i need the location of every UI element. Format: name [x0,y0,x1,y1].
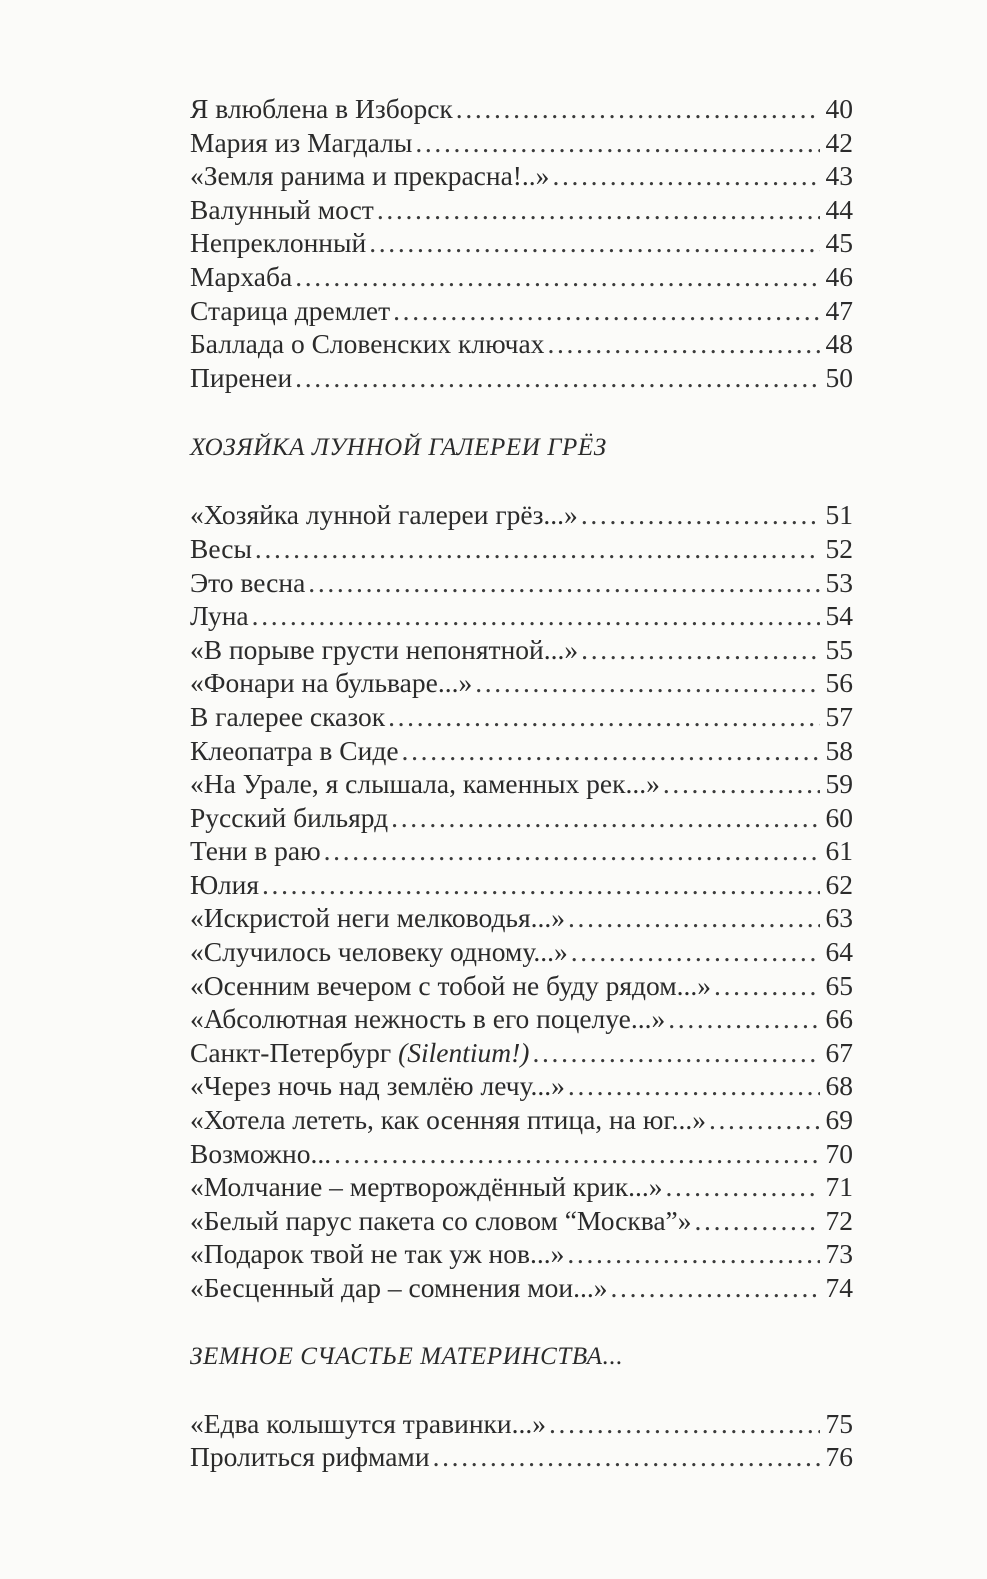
toc-entry-page-number: 56 [825,667,853,699]
toc-entry [190,1002,853,1036]
toc-entry [190,1407,853,1441]
dot-leader [695,1204,821,1238]
toc-entry-page-number: 71 [825,1171,853,1203]
dot-leader [549,1407,820,1441]
toc-entry [190,260,853,294]
toc-entry-title: Санкт-Петербург (Silentium!) [190,1036,530,1068]
toc-entry-title: Пролиться рифмами [190,1441,430,1473]
dot-leader [668,1002,820,1036]
toc-entry [190,1137,853,1171]
toc-entry-page-number: 53 [825,566,853,598]
toc-entry-page-number: 69 [825,1104,853,1136]
toc-entry-title: Я влюблена в Изборск [190,93,453,124]
toc-entry-page-number: 73 [825,1238,853,1270]
toc-entry-page-number: 55 [825,633,853,665]
toc-entry-title: «Молчание – мертворождённый крик...» [190,1171,663,1203]
dot-leader [388,700,820,734]
dot-leader [255,532,820,566]
dot-leader [568,901,820,935]
toc-entry-page-number: 76 [825,1441,853,1473]
toc-group-1 [190,92,853,394]
toc-entry-title: В галерее сказок [190,700,386,732]
dot-leader [433,1440,820,1474]
dot-leader [581,633,820,667]
toc-entry-page-number: 67 [825,1036,853,1068]
dot-leader [295,361,820,395]
toc-entry-title: Пиренеи [190,361,293,393]
toc-entry [190,700,853,734]
toc-entry-page-number: 47 [825,294,853,326]
toc-entry [190,935,853,969]
toc-entry [190,1069,853,1103]
toc-entry-page-number: 52 [825,532,853,564]
toc-entry-page-number: 54 [825,600,853,632]
dot-leader [571,935,820,969]
toc-entry [190,1036,853,1070]
toc-entry-page-number: 43 [825,160,853,192]
toc-entry-title: «Абсолютная нежность в его поцелуе...» [190,1003,666,1035]
toc-entry-title: Валунный мост [190,193,374,225]
dot-leader [252,599,820,633]
dot-leader [393,294,820,328]
toc-entry-title: «Подарок твой не так уж нов...» [190,1238,565,1270]
toc-entry-page-number: 50 [825,361,853,393]
toc-entry [190,734,853,768]
toc-entry [190,1440,853,1474]
toc-entry-page-number: 58 [825,734,853,766]
toc-entry-title: «Хозяйка лунной галереи грёз...» [190,499,578,531]
toc-entry-page-number: 48 [825,328,853,360]
dot-leader [547,327,820,361]
toc-entry-title: «В порыве грусти непонятной...» [190,633,579,665]
toc-entry-page-number: 72 [825,1204,853,1236]
dot-leader [262,868,820,902]
dot-leader [552,159,820,193]
toc-entry-title: «Случилось человеку одному...» [190,936,568,968]
dot-leader [714,969,820,1003]
toc-entry-title: Мария из Магдалы [190,126,413,158]
dot-leader [475,666,820,700]
toc-entry-title: «На Урале, я слышала, каменных рек...» [190,768,660,800]
dot-leader [456,92,820,126]
toc-entry-page-number: 74 [825,1272,853,1303]
toc-entry-title: Луна [190,600,249,632]
dot-leader [402,734,820,768]
toc-entry [190,126,853,160]
toc-entry-title: «Едва колышутся травинки...» [190,1407,546,1439]
toc-entry-page-number: 61 [825,835,853,867]
toc-entry-page-number: 60 [825,801,853,833]
section-heading: ЗЕМНОЕ СЧАСТЬЕ МАТЕРИНСТВА... [190,1342,624,1370]
toc-entry-page-number: 51 [825,499,853,531]
toc-entry-page-number: 63 [825,902,853,934]
toc-entry-title: Баллада о Словенских ключах [190,328,545,360]
toc-entry-title: «Фонари на бульваре...» [190,667,473,699]
toc-entry [190,1170,853,1204]
toc-entry-title: «Бесценный дар – сомнения мои...» [190,1272,608,1303]
dot-leader [532,1036,820,1070]
toc-entry-page-number: 65 [825,969,853,1001]
toc-entry-title: Старица дремлет [190,294,391,326]
toc-entry-page-number: 57 [825,700,853,732]
toc-entry [190,294,853,328]
toc-entry-page-number: 75 [825,1407,853,1439]
toc-entry [190,801,853,835]
toc-entry [190,361,853,395]
dot-leader [324,834,820,868]
toc-entry-title: Это весна [190,566,306,598]
toc-entry [190,159,853,193]
toc-entry-title: «Осенним вечером с тобой не буду рядом...» [190,969,712,1001]
toc-entry [190,969,853,1003]
table-of-contents [190,92,853,1474]
toc-entry-title: Возможно... [190,1137,332,1169]
toc-entry [190,1237,853,1271]
toc-section-2-list [190,1407,853,1474]
toc-entry-title: «Хотела лететь, как осенняя птица, на юг...» [190,1104,706,1136]
toc-entry-title: Мархаба [190,260,293,292]
toc-entry-page-number: 70 [825,1137,853,1169]
toc-entry [190,868,853,902]
toc-entry [190,901,853,935]
toc-entry [190,92,853,126]
dot-leader [709,1103,820,1137]
dot-leader [568,1069,820,1103]
toc-entry-page-number: 40 [825,93,853,124]
toc-entry-title: «Через ночь над землёю лечу...» [190,1070,565,1102]
dot-leader [369,226,820,260]
toc-entry-page-number: 44 [825,193,853,225]
toc-entry-title: Юлия [190,868,259,900]
toc-entry-page-number: 45 [825,227,853,259]
toc-entry-title: Клеопатра в Сиде [190,734,399,766]
toc-entry [190,599,853,633]
toc-entry [190,1103,853,1137]
toc-entry-page-number: 42 [825,126,853,158]
toc-entry-page-number: 59 [825,768,853,800]
section-heading: ХОЗЯЙКА ЛУННОЙ ГАЛЕРЕИ ГРЁЗ [190,434,607,462]
toc-entry [190,1204,853,1238]
dot-leader [391,801,820,835]
toc-entry-title: «Белый парус пакета со словом “Москва”» [190,1204,692,1236]
toc-entry [190,193,853,227]
dot-leader [581,498,820,532]
dot-leader [567,1237,820,1271]
toc-entry [190,834,853,868]
toc-entry [190,1271,853,1305]
dot-leader [295,260,820,294]
dot-leader [665,1170,820,1204]
toc-entry-title: Непреклонный [190,227,367,259]
toc-entry-page-number: 46 [825,260,853,292]
dot-leader [377,193,820,227]
toc-entry [190,498,853,532]
toc-entry [190,532,853,566]
toc-entry-title: «Искристой неги мелководья...» [190,902,565,934]
dot-leader [663,767,820,801]
toc-entry-title-italic: (Silentium!) [398,1036,530,1068]
toc-section-1-list [190,498,853,1304]
toc-entry [190,327,853,361]
toc-entry-title: Весы [190,532,252,564]
toc-entry [190,226,853,260]
toc-entry [190,633,853,667]
toc-entry [190,666,853,700]
toc-entry [190,566,853,600]
toc-entry-title: Русский бильярд [190,801,389,833]
toc-entry-title: Тени в раю [190,835,321,867]
toc-entry-page-number: 66 [825,1003,853,1035]
toc-entry-page-number: 64 [825,936,853,968]
dot-leader [415,126,820,160]
dot-leader [308,566,820,600]
toc-entry-title: «Земля ранима и прекрасна!..» [190,160,550,192]
toc-entry [190,767,853,801]
toc-entry-page-number: 68 [825,1070,853,1102]
dot-leader [334,1137,820,1171]
dot-leader [610,1271,820,1305]
toc-entry-page-number: 62 [825,868,853,900]
